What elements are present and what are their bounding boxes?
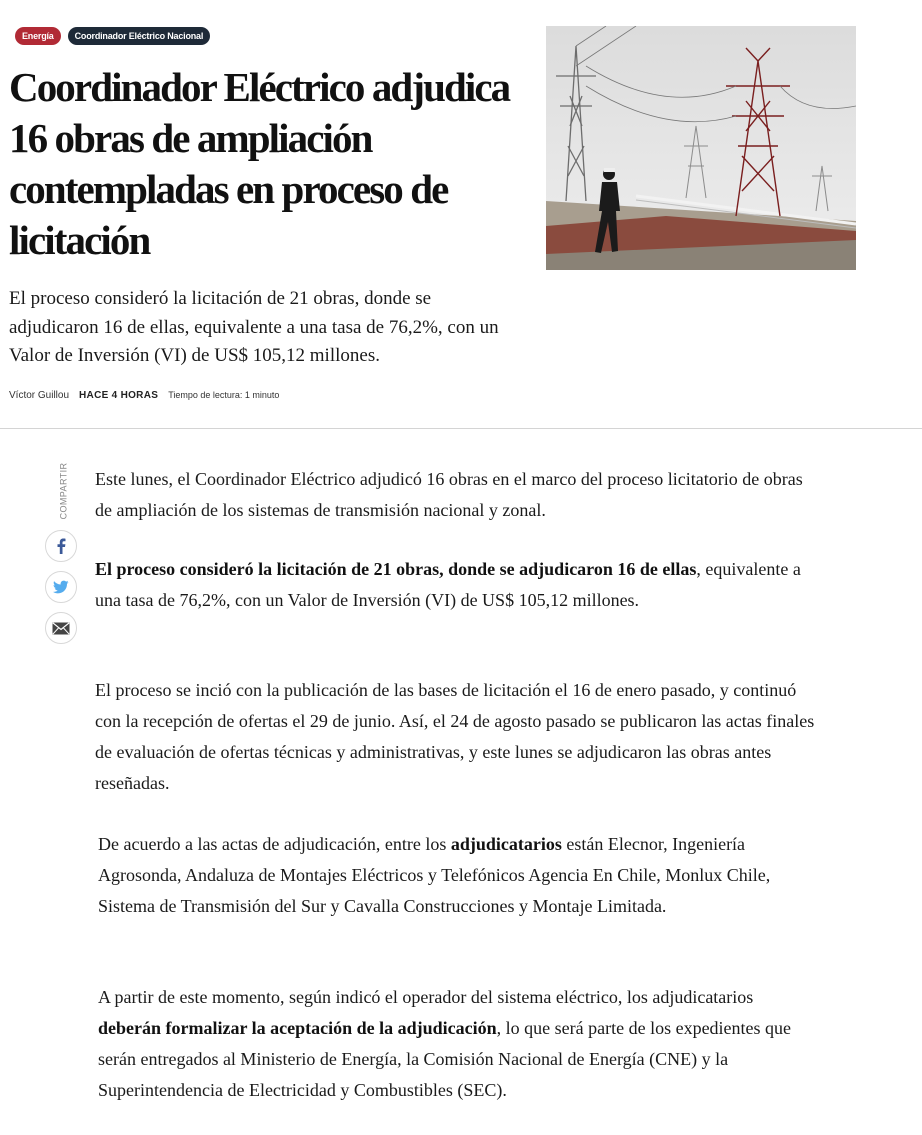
- email-icon: [52, 622, 70, 635]
- paragraph-2-highlight: El proceso consideró la licitación de 21 obras, donde se adjudicaron 16 de ellas: [95, 559, 697, 579]
- section-divider: [0, 428, 922, 429]
- reading-time: Tiempo de lectura: 1 minuto: [168, 390, 280, 400]
- publish-time: HACE 4 HORAS: [79, 390, 159, 401]
- power-lines-photo: [546, 26, 856, 270]
- byline: [9, 390, 279, 401]
- paragraph-4-text-a: De acuerdo a las actas de adjudicación, entre los: [98, 834, 451, 854]
- article-paragraph-2: [95, 554, 815, 616]
- paragraph-4-text-b: están Elecnor, Ingeniería Agrosonda, Andaluza de Montajes Eléctricos y Telefónicos Agencia En Chile, Monlux Chile, Sistema de Transmisión del Sur y Cavalla Construcciones y Montaje Limitada.: [98, 834, 771, 916]
- twitter-icon: [53, 580, 69, 594]
- email-share-button[interactable]: [45, 612, 77, 644]
- tag-coordinador-electrico[interactable]: Coordinador Eléctrico Nacional: [68, 27, 211, 45]
- tag-energia[interactable]: Energía: [15, 27, 61, 45]
- hero-image: [546, 26, 856, 270]
- paragraph-2-text: , equivalente a una tasa de 76,2%, con un Valor de Inversión (VI) de US$ 105,12 millones.: [95, 559, 801, 610]
- author-name[interactable]: Víctor Guillou: [9, 390, 70, 401]
- article-headline: Coordinador Eléctrico adjudica 16 obras de ampliación contempladas en proceso de licitación: [9, 64, 510, 263]
- article-paragraph-3: El proceso se inció con la publicación de las bases de licitación el 16 de enero pasado, y continuó con la recepción de ofertas el 29 de junio. Así, el 24 de agosto pasado se publicaron las actas finales de evaluación de ofertas técnicas y administrativas, y este lunes se adjudicaron las obras antes reseñadas.: [95, 680, 815, 793]
- article-paragraph-1: Este lunes, el Coordinador Eléctrico adjudicó 16 obras en el marco del proceso licitatorio de obras de ampliación de los sistemas de transmisión nacional y zonal.: [95, 469, 803, 520]
- category-tags: [15, 27, 210, 45]
- share-label: COMPARTIR: [58, 462, 68, 520]
- facebook-icon: [54, 538, 68, 554]
- facebook-share-button[interactable]: [45, 530, 77, 562]
- paragraph-5-text-a: A partir de este momento, según indicó el operador del sistema eléctrico, los adjudicatarios: [98, 987, 754, 1007]
- paragraph-5-highlight: deberán formalizar la aceptación de la adjudicación: [98, 1018, 497, 1038]
- article-paragraph-5: [98, 982, 818, 1106]
- twitter-share-button[interactable]: [45, 571, 77, 603]
- article-paragraph-4: [98, 829, 818, 922]
- article-summary: El proceso consideró la licitación de 21 obras, donde se adjudicaron 16 de ellas, equivalente a una tasa de 76,2%, con un Valor de Inversión (VI) de US$ 105,12 millones.: [9, 288, 499, 366]
- paragraph-5-text-b: , lo que será parte de los expedientes que serán entregados al Ministerio de Energía, la Comisión Nacional de Energía (CNE) y la Superintendencia de Electricidad y Combustibles (SEC).: [98, 1018, 792, 1100]
- paragraph-4-highlight: adjudicatarios: [450, 834, 562, 854]
